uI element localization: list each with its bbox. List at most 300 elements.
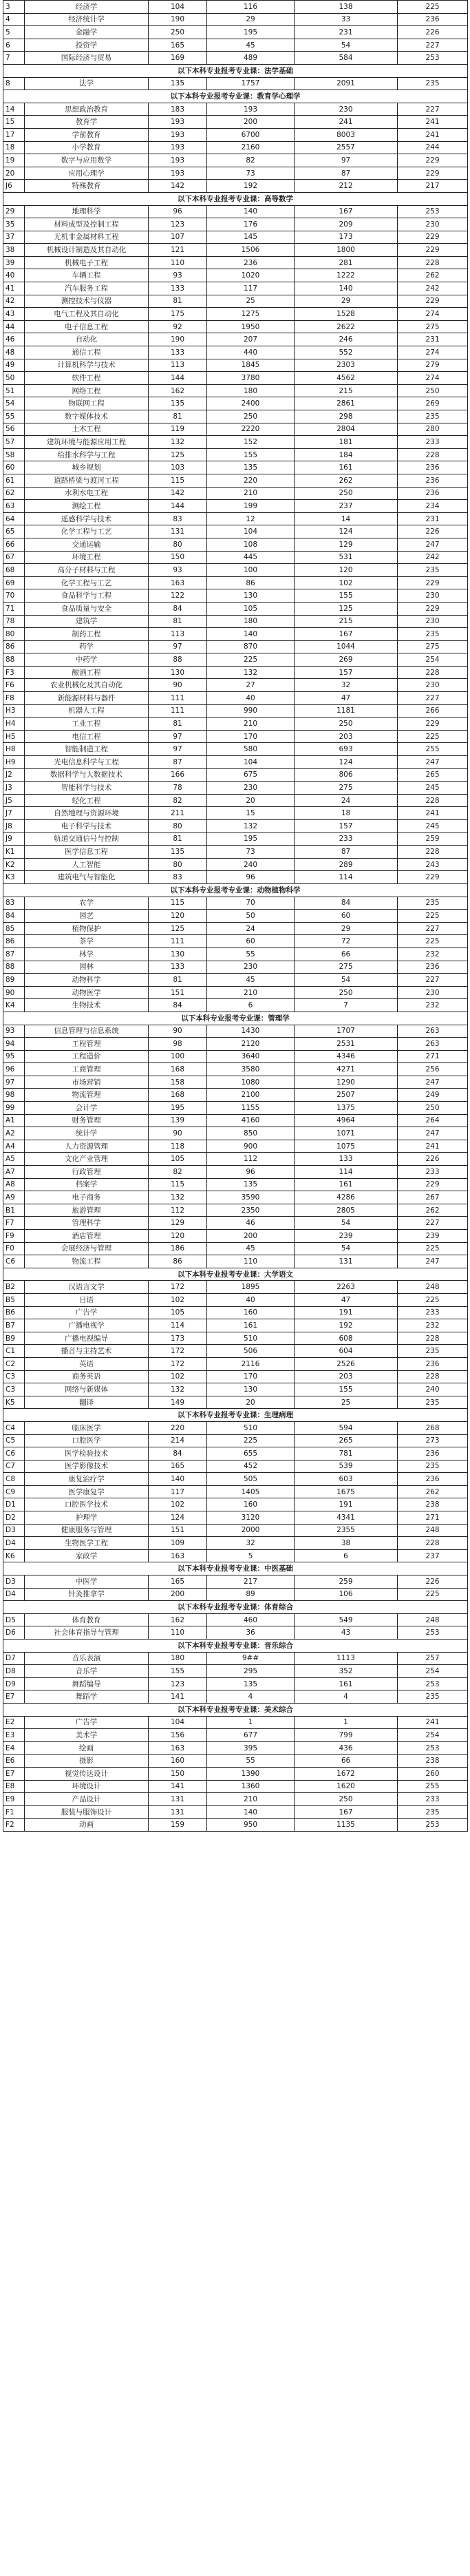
table-row [3,1230,468,1243]
table-row [3,1102,468,1115]
major-name-cell: 健康服务与管理 [25,1524,149,1537]
value-cell-1: 165 [149,39,207,52]
value-cell-1: 190 [149,333,207,346]
value-cell-1: 83 [149,871,207,884]
major-code-cell: E2 [3,1716,25,1729]
value-cell-3: 2526 [295,1357,398,1370]
value-cell-2: 104 [207,756,295,769]
value-cell-3: 2091 [295,77,398,90]
table-row [3,820,468,833]
major-code-cell: F6 [3,679,25,692]
table-row [3,794,468,807]
major-name-cell: 医学检验技术 [25,1447,149,1460]
value-cell-4: 248 [398,1613,468,1626]
table-row [3,1025,468,1038]
value-cell-3: 215 [295,384,398,397]
major-name-cell: 食品质量与安全 [25,602,149,615]
value-cell-3: 233 [295,833,398,846]
value-cell-3: 192 [295,1319,398,1332]
value-cell-4: 253 [398,1626,468,1640]
value-cell-1: 160 [149,1755,207,1768]
major-name-cell: 医学康复学 [25,1485,149,1498]
value-cell-4: 235 [398,77,468,90]
major-name-cell: 无机非金属材料工程 [25,231,149,244]
value-cell-2: 160 [207,1306,295,1319]
major-name-cell: 机械电子工程 [25,256,149,269]
value-cell-2: 3580 [207,1063,295,1076]
major-code-cell: C3 [3,1370,25,1383]
value-cell-3: 289 [295,858,398,871]
major-name-cell: 数据科学与大数据技术 [25,768,149,782]
value-cell-3: 131 [295,1255,398,1268]
value-cell-1: 81 [149,718,207,731]
value-cell-3: 250 [295,1793,398,1806]
major-code-cell: 35 [3,218,25,231]
value-cell-4: 235 [398,1690,468,1704]
value-cell-2: 1155 [207,1102,295,1115]
value-cell-4: 229 [398,576,468,589]
major-code-cell: D1 [3,1498,25,1511]
table-row [3,1178,468,1191]
value-cell-4: 248 [398,1281,468,1294]
major-name-cell: 社会体育指导与管理 [25,1626,149,1640]
value-cell-3: 1071 [295,1127,398,1140]
value-cell-2: 132 [207,666,295,679]
value-cell-1: 193 [149,116,207,129]
table-row [3,1716,468,1729]
major-code-cell: 50 [3,372,25,385]
value-cell-1: 117 [149,1485,207,1498]
value-cell-4: 229 [398,167,468,180]
value-cell-4: 235 [398,1345,468,1358]
value-cell-4: 263 [398,1025,468,1038]
value-cell-2: 12 [207,512,295,525]
major-code-cell: 42 [3,295,25,308]
value-cell-2: 145 [207,231,295,244]
value-cell-3: 604 [295,1345,398,1358]
value-cell-4: 233 [398,1306,468,1319]
value-cell-2: 207 [207,333,295,346]
value-cell-3: 1113 [295,1652,398,1665]
value-cell-1: 141 [149,1780,207,1793]
value-cell-3: 1135 [295,1819,398,1832]
value-cell-2: 89 [207,1588,295,1601]
value-cell-1: 142 [149,487,207,500]
value-cell-1: 163 [149,1741,207,1755]
value-cell-1: 84 [149,1447,207,1460]
value-cell-4: 228 [398,666,468,679]
value-cell-1: 110 [149,256,207,269]
value-cell-4: 274 [398,346,468,359]
value-cell-1: 150 [149,1767,207,1780]
value-cell-4: 253 [398,1677,468,1690]
major-code-cell: D2 [3,1511,25,1525]
value-cell-2: 510 [207,1332,295,1345]
value-cell-1: 120 [149,1230,207,1243]
major-code-cell: 44 [3,320,25,333]
value-cell-1: 190 [149,13,207,26]
value-cell-1: 114 [149,1319,207,1332]
table-row [3,1076,468,1089]
value-cell-2: 140 [207,1805,295,1819]
major-code-cell: B6 [3,1306,25,1319]
major-code-cell: 5 [3,26,25,39]
major-code-cell: 95 [3,1050,25,1063]
table-row [3,1485,468,1498]
value-cell-4: 232 [398,1319,468,1332]
value-cell-1: 80 [149,858,207,871]
value-cell-1: 130 [149,947,207,961]
value-cell-1: 115 [149,474,207,487]
value-cell-1: 111 [149,704,207,718]
value-cell-1: 119 [149,423,207,436]
value-cell-2: 36 [207,1626,295,1640]
major-name-cell: 自然地理与资源环境 [25,807,149,820]
value-cell-1: 133 [149,282,207,295]
value-cell-2: 240 [207,858,295,871]
value-cell-2: 489 [207,52,295,65]
section-title: 以下本科专业报考专业课：动物植物科学 [3,883,468,897]
value-cell-3: 1800 [295,244,398,257]
value-cell-4: 241 [398,1140,468,1153]
major-name-cell: 康复治疗学 [25,1473,149,1486]
value-cell-3: 2622 [295,320,398,333]
table-row [3,1447,468,1460]
section-title: 以下本科专业报考专业课：生理病理 [3,1409,468,1422]
value-cell-2: 3120 [207,1511,295,1525]
value-cell-4: 237 [398,1549,468,1562]
table-row [3,756,468,769]
value-cell-1: 81 [149,974,207,987]
value-cell-2: 108 [207,538,295,551]
value-cell-3: 281 [295,256,398,269]
major-name-cell: 给排水科学与工程 [25,448,149,461]
table-row [3,538,468,551]
value-cell-4: 243 [398,858,468,871]
value-cell-4: 235 [398,897,468,910]
value-cell-3: 603 [295,1473,398,1486]
table-row [3,256,468,269]
major-name-cell: 电子科学与技术 [25,820,149,833]
major-name-cell: 家政学 [25,1549,149,1562]
value-cell-3: 8003 [295,128,398,141]
value-cell-4: 238 [398,1755,468,1768]
major-code-cell: 39 [3,256,25,269]
value-cell-4: 236 [398,1447,468,1460]
major-name-cell: 体育教育 [25,1613,149,1626]
major-name-cell: 茶学 [25,935,149,948]
value-cell-1: 172 [149,1345,207,1358]
table-row [3,628,468,641]
major-code-cell: 17 [3,128,25,141]
value-cell-2: 1845 [207,359,295,372]
major-code-cell: 18 [3,141,25,154]
table-row [3,910,468,923]
value-cell-4: 241 [398,807,468,820]
table-row [3,474,468,487]
value-cell-4: 236 [398,13,468,26]
table-row [3,1819,468,1832]
value-cell-3: 184 [295,448,398,461]
table-row [3,423,468,436]
value-cell-1: 132 [149,436,207,449]
major-name-cell: 广告学 [25,1306,149,1319]
major-name-cell: 人力资源管理 [25,1140,149,1153]
value-cell-3: 2557 [295,141,398,154]
value-cell-1: 87 [149,756,207,769]
value-cell-1: 168 [149,1063,207,1076]
major-name-cell: 化学工程与工艺 [25,525,149,538]
major-name-cell: 材料成型及控制工程 [25,218,149,231]
value-cell-1: 80 [149,538,207,551]
value-cell-2: 200 [207,1230,295,1243]
major-code-cell: J5 [3,794,25,807]
table-row [3,372,468,385]
value-cell-4: 254 [398,1729,468,1742]
major-code-cell: D3 [3,1524,25,1537]
value-cell-4: 257 [398,1652,468,1665]
major-code-cell: C3 [3,1383,25,1396]
value-cell-2: 70 [207,897,295,910]
major-name-cell: 软件工程 [25,372,149,385]
value-cell-2: 2160 [207,141,295,154]
value-cell-2: 130 [207,1383,295,1396]
value-cell-2: 55 [207,947,295,961]
major-code-cell: 46 [3,333,25,346]
value-cell-4: 235 [398,1805,468,1819]
major-name-cell: 会展经济与管理 [25,1242,149,1255]
major-code-cell: 66 [3,538,25,551]
value-cell-1: 156 [149,1729,207,1742]
value-cell-1: 112 [149,1204,207,1217]
value-cell-2: 46 [207,1217,295,1230]
value-cell-3: 161 [295,1178,398,1191]
major-code-cell: F2 [3,1819,25,1832]
major-name-cell: 统计学 [25,1127,149,1140]
major-code-cell: B2 [3,1281,25,1294]
value-cell-2: 82 [207,154,295,167]
major-name-cell: 人工智能 [25,858,149,871]
value-cell-3: 97 [295,154,398,167]
value-cell-4: 249 [398,1089,468,1102]
major-code-cell: 69 [3,576,25,589]
major-code-cell: 51 [3,384,25,397]
table-row [3,512,468,525]
value-cell-2: 200 [207,116,295,129]
value-cell-1: 86 [149,1255,207,1268]
value-cell-2: 24 [207,922,295,935]
value-cell-4: 280 [398,423,468,436]
major-name-cell: 植物保护 [25,922,149,935]
value-cell-4: 233 [398,436,468,449]
value-cell-3: 54 [295,1242,398,1255]
table-row [3,602,468,615]
table-row [3,1677,468,1690]
value-cell-1: 110 [149,1626,207,1640]
table-row [3,282,468,295]
major-name-cell: 经济统计学 [25,13,149,26]
value-cell-1: 115 [149,897,207,910]
value-cell-2: 160 [207,1498,295,1511]
value-cell-3: 66 [295,947,398,961]
major-code-cell: E8 [3,1780,25,1793]
value-cell-2: 3640 [207,1050,295,1063]
value-cell-4: 227 [398,1217,468,1230]
value-cell-1: 105 [149,1153,207,1166]
value-cell-3: 54 [295,974,398,987]
major-code-cell: 98 [3,1089,25,1102]
table-row [3,653,468,667]
major-code-cell: 85 [3,922,25,935]
major-name-cell: 动画 [25,1819,149,1832]
major-name-cell: 电子信息工程 [25,320,149,333]
value-cell-1: 165 [149,1460,207,1473]
value-cell-4: 241 [398,116,468,129]
table-row [3,564,468,577]
value-cell-4: 250 [398,384,468,397]
major-code-cell: D9 [3,1677,25,1690]
value-cell-2: 506 [207,1345,295,1358]
value-cell-3: 72 [295,935,398,948]
table-row [3,640,468,653]
major-name-cell: 酒店管理 [25,1230,149,1243]
value-cell-3: 693 [295,743,398,756]
major-name-cell: 经济学 [25,1,149,14]
value-cell-4: 250 [398,1102,468,1115]
value-cell-4: 256 [398,1063,468,1076]
value-cell-2: 2350 [207,1204,295,1217]
table-row [3,704,468,718]
table-row [3,1345,468,1358]
major-name-cell: 音乐学 [25,1665,149,1678]
value-cell-4: 241 [398,1716,468,1729]
value-cell-3: 203 [295,1370,398,1383]
value-cell-2: 1275 [207,308,295,321]
value-cell-1: 220 [149,1421,207,1434]
value-cell-4: 262 [398,1485,468,1498]
value-cell-3: 2804 [295,423,398,436]
value-cell-4: 271 [398,1050,468,1063]
value-cell-3: 531 [295,551,398,564]
table-row [3,1038,468,1051]
value-cell-2: 4160 [207,1114,295,1127]
table-row [3,1191,468,1204]
value-cell-4: 255 [398,743,468,756]
major-name-cell: 摄影 [25,1755,149,1768]
table-row [3,986,468,999]
value-cell-4: 228 [398,256,468,269]
table-row [3,308,468,321]
value-cell-1: 104 [149,1,207,14]
section-title: 以下本科专业报考专业课：体育综合 [3,1601,468,1614]
value-cell-1: 93 [149,564,207,577]
section-header-row [3,192,468,205]
table-row [3,205,468,218]
major-name-cell: 信息管理与信息系统 [25,1025,149,1038]
table-row [3,1383,468,1396]
value-cell-1: 125 [149,448,207,461]
value-cell-1: 113 [149,359,207,372]
value-cell-4: 245 [398,820,468,833]
value-cell-4: 231 [398,333,468,346]
value-cell-1: 132 [149,1383,207,1396]
major-code-cell: D4 [3,1588,25,1601]
major-code-cell: 84 [3,910,25,923]
major-code-cell: A7 [3,1166,25,1179]
table-row [3,39,468,52]
major-name-cell: 高分子材料与工程 [25,564,149,577]
major-code-cell: 49 [3,359,25,372]
major-name-cell: 城乡规划 [25,461,149,474]
value-cell-3: 106 [295,1588,398,1601]
value-cell-1: 81 [149,833,207,846]
table-row [3,269,468,282]
value-cell-1: 163 [149,576,207,589]
major-name-cell: 产品设计 [25,1793,149,1806]
value-cell-4: 230 [398,986,468,999]
value-cell-4: 244 [398,141,468,154]
value-cell-4: 226 [398,1153,468,1166]
major-code-cell: E7 [3,1690,25,1704]
major-code-cell: 88 [3,961,25,974]
section-title: 以下本科专业报考专业课：音乐综合 [3,1640,468,1653]
value-cell-1: 133 [149,961,207,974]
table-row [3,359,468,372]
value-cell-4: 253 [398,205,468,218]
table-row [3,52,468,65]
value-cell-3: 1181 [295,704,398,718]
table-row [3,1050,468,1063]
major-name-cell: 轨道交通信号与控制 [25,833,149,846]
major-name-cell: 智能制造工程 [25,743,149,756]
value-cell-4: 225 [398,935,468,948]
value-cell-2: 225 [207,653,295,667]
table-row [3,666,468,679]
value-cell-1: 115 [149,1178,207,1191]
value-cell-2: 210 [207,986,295,999]
value-cell-1: 96 [149,205,207,218]
section-header-row [3,1268,468,1281]
value-cell-1: 144 [149,372,207,385]
value-cell-1: 175 [149,308,207,321]
value-cell-3: 167 [295,205,398,218]
value-cell-2: 135 [207,1178,295,1191]
table-row [3,436,468,449]
value-cell-4: 236 [398,961,468,974]
value-cell-1: 141 [149,1690,207,1704]
table-row [3,26,468,39]
value-cell-3: 239 [295,1230,398,1243]
value-cell-2: 220 [207,474,295,487]
value-cell-2: 132 [207,820,295,833]
value-cell-2: 225 [207,1434,295,1447]
value-cell-4: 245 [398,782,468,795]
major-name-cell: 网络工程 [25,384,149,397]
value-cell-4: 225 [398,1,468,14]
value-cell-2: 460 [207,1613,295,1626]
major-name-cell: 特殊教育 [25,180,149,193]
value-cell-2: 192 [207,180,295,193]
table-row [3,180,468,193]
value-cell-3: 4271 [295,1063,398,1076]
table-row [3,1281,468,1294]
major-name-cell: 工业工程 [25,718,149,731]
value-cell-1: 163 [149,1549,207,1562]
value-cell-2: 176 [207,218,295,231]
value-cell-2: 870 [207,640,295,653]
major-code-cell: 8 [3,77,25,90]
value-cell-1: 84 [149,602,207,615]
